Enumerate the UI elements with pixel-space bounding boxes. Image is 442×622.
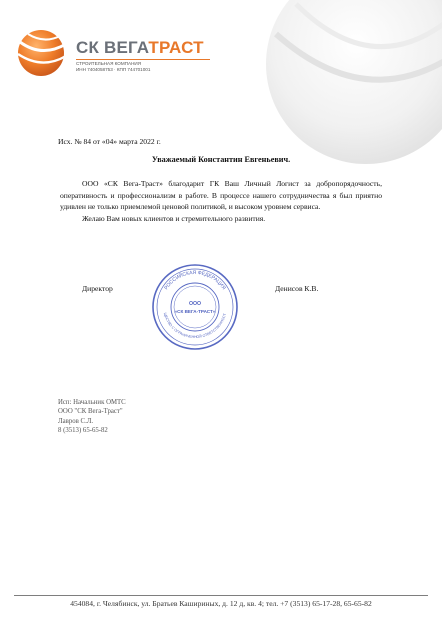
footer-divider [14, 595, 428, 596]
signer-title: Директор [82, 284, 113, 293]
decorative-sphere [256, 0, 442, 164]
logo-requisites: ИНН 7404058753 · КПП 744701001 [76, 67, 151, 72]
executor-name: Лавров С.Л. [58, 417, 94, 425]
company-logo [14, 28, 234, 78]
stamp-outer-text-bottom: ЩЕСТВО С ОГРАНИЧЕННОЙ ОТВЕТСТВЕННОСТ [162, 312, 228, 340]
logo-subtitle-line: СТРОИТЕЛЬНАЯ КОМПАНИЯ [76, 61, 142, 66]
logo-title-part1: СК ВЕГА [76, 38, 149, 57]
logo-subtitle [76, 61, 150, 73]
executor-phone: 8 (3513) 65-65-82 [58, 427, 108, 435]
executor-position: Исп: Начальник ОМТС [58, 399, 126, 406]
logo-sphere-icon [14, 28, 72, 78]
body-paragraph: Желаю Вам новых клиентов и стремительного развития. [82, 213, 266, 223]
logo-title-part2: ТРАСТ [148, 38, 204, 57]
signer-name: Денисов К.В. [275, 284, 319, 293]
salutation: Уважаемый Константин Евгеньевич. [151, 155, 291, 164]
outgoing-number: Исх. № 84 от «04» марта 2022 г. [58, 137, 161, 146]
logo-rule [76, 59, 210, 60]
company-stamp [150, 262, 240, 352]
stamp-outer-text: РОССИЙСКАЯ ФЕДЕРАЦИЯ [163, 269, 227, 292]
letter-body [60, 178, 382, 224]
body-paragraph: ООО «СК Вега-Траст» благодарит ГК Ваш Личный Логист за добропорядочность, оперативность и профессионализм в работе. В процессе нашего сотрудничества я был приятно удивлен не только приемлемой ценовой политикой, и высоком уровнем сервиса. [60, 179, 382, 212]
stamp-center-line1: ООО [188, 301, 202, 307]
logo-title [76, 38, 204, 58]
footer-address: 454084, г. Челябинск, ул. Братьев Кашириных, д. 12 д, кв. 4; тел. +7 (3513) 65-17-28, 65-65-82 [70, 599, 372, 608]
executor-block [58, 398, 126, 436]
stamp-center-line2: «СК ВЕГА-ТРАСТ» [174, 309, 216, 314]
executor-company: ООО "СК Вега-Траст" [58, 408, 123, 416]
